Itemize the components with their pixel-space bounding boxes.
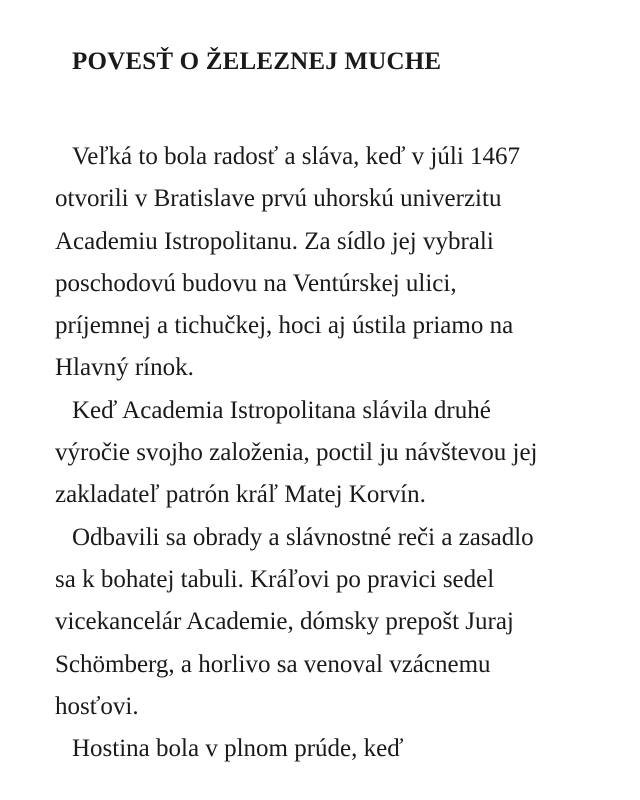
text-line: Schömberg, a horlivo sa venoval vzácnemu (55, 650, 491, 678)
text-line: Odbavili sa obrady a slávnostné reči a zasadlo (72, 523, 534, 551)
text-line: zakladateľ patrón kráľ Matej Korvín. (55, 481, 426, 509)
paragraph (55, 390, 615, 517)
text-line: poschodovú budovu na Ventúrskej ulici, (55, 269, 457, 297)
text-line: hosťovi. (55, 692, 139, 720)
body-text (55, 136, 615, 770)
chapter-title: POVESŤ O ŽELEZNEJ MUCHE (72, 48, 442, 75)
text-line: Keď Academia Istropolitana slávila druhé (72, 396, 491, 424)
text-line: Veľká to bola radosť a sláva, keď v júli 1467 (72, 143, 521, 170)
text-line: Academiu Istropolitanu. Za sídlo jej vybrali (55, 227, 494, 255)
paragraph (55, 517, 615, 728)
text-line: príjemnej a tichučkej, hoci aj ústila priamo na (55, 312, 514, 340)
text-line: Hostina bola v plnom prúde, keď (72, 735, 404, 763)
paragraph (55, 728, 615, 770)
text-line: sa k bohatej tabuli. Kráľovi po pravici sedel (55, 565, 495, 593)
text-line: vicekancelár Academie, dómsky prepošt Juraj (55, 608, 514, 636)
text-line: výročie svojho založenia, poctil ju návštevou jej (55, 439, 538, 467)
paragraph (55, 136, 615, 390)
text-line: Hlavný rínok. (55, 354, 194, 382)
text-line: otvorili v Bratislave prvú uhorskú univerzitu (55, 185, 502, 213)
